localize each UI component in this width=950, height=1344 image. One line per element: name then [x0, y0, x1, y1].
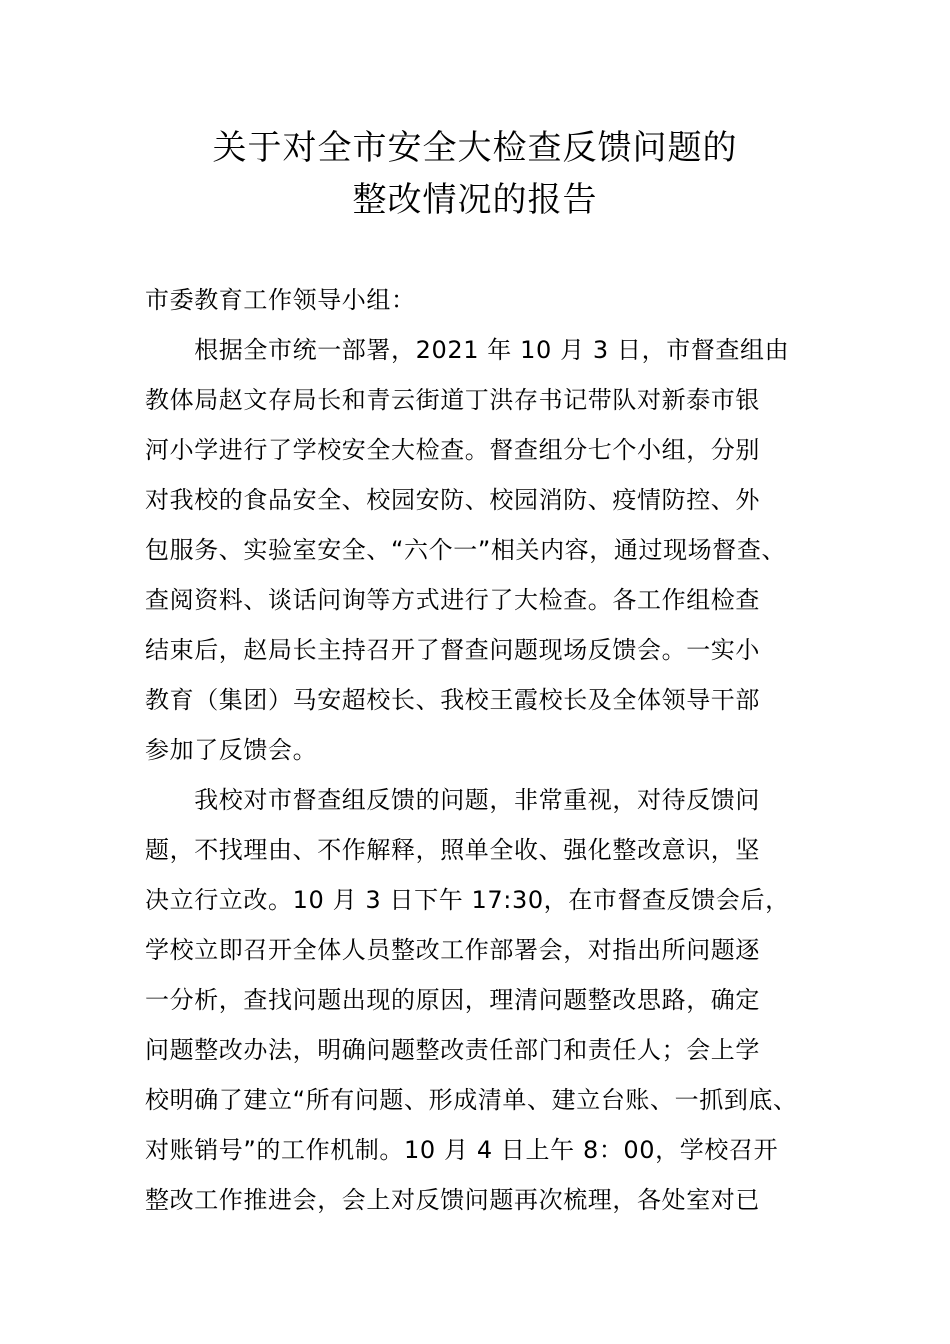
paragraph-2-line: 校明确了建立“所有问题、形成清单、建立台账、一抓到底、	[145, 1086, 798, 1114]
paragraph-2-line: 决立行立改。10 月 3 日下午 17:30，在市督查反馈会后，	[145, 886, 790, 914]
title-line-2: 整改情况的报告	[352, 180, 598, 220]
paragraph-2	[145, 775, 817, 1225]
title-line-1: 关于对全市安全大检查反馈问题的	[212, 128, 738, 168]
paragraph-1-line: 根据全市统一部署，2021 年 10 月 3 日，市督查组由	[145, 336, 790, 364]
paragraph-1-line: 教育（集团）马安超校长、我校王霞校长及全体领导干部	[145, 686, 760, 714]
paragraph-1-line: 包服务、实验室安全、“六个一”相关内容，通过现场督查、	[145, 536, 787, 564]
paragraph-2-line: 对账销号”的工作机制。10 月 4 日上午 8：00，学校召开	[145, 1136, 779, 1164]
salutation: 市委教育工作领导小组：	[145, 286, 416, 314]
paragraph-2-line: 问题整改办法，明确问题整改责任部门和责任人；会上学	[145, 1036, 760, 1064]
paragraph-2-line: 整改工作推进会，会上对反馈问题再次梳理，各处室对已	[145, 1186, 760, 1214]
document-body	[145, 275, 817, 1225]
paragraph-1	[145, 325, 817, 775]
paragraph-2-line: 学校立即召开全体人员整改工作部署会，对指出所问题逐	[145, 936, 760, 964]
document-title	[0, 122, 950, 226]
paragraph-1-line: 结束后，赵局长主持召开了督查问题现场反馈会。一实小	[145, 636, 760, 664]
paragraph-1-line: 河小学进行了学校安全大检查。督查组分七个小组，分别	[145, 436, 760, 464]
paragraph-1-line: 查阅资料、谈话问询等方式进行了大检查。各工作组检查	[145, 586, 760, 614]
paragraph-1-line: 对我校的食品安全、校园安防、校园消防、疫情防控、外	[145, 486, 760, 514]
paragraph-2-line: 我校对市督查组反馈的问题，非常重视，对待反馈问	[145, 786, 760, 814]
paragraph-1-line: 参加了反馈会。	[145, 736, 318, 764]
paragraph-2-line: 题，不找理由、不作解释，照单全收、强化整改意识，坚	[145, 836, 760, 864]
paragraph-2-line: 一分析，查找问题出现的原因，理清问题整改思路，确定	[145, 986, 760, 1014]
paragraph-1-line: 教体局赵文存局长和青云街道丁洪存书记带队对新泰市银	[145, 386, 760, 414]
